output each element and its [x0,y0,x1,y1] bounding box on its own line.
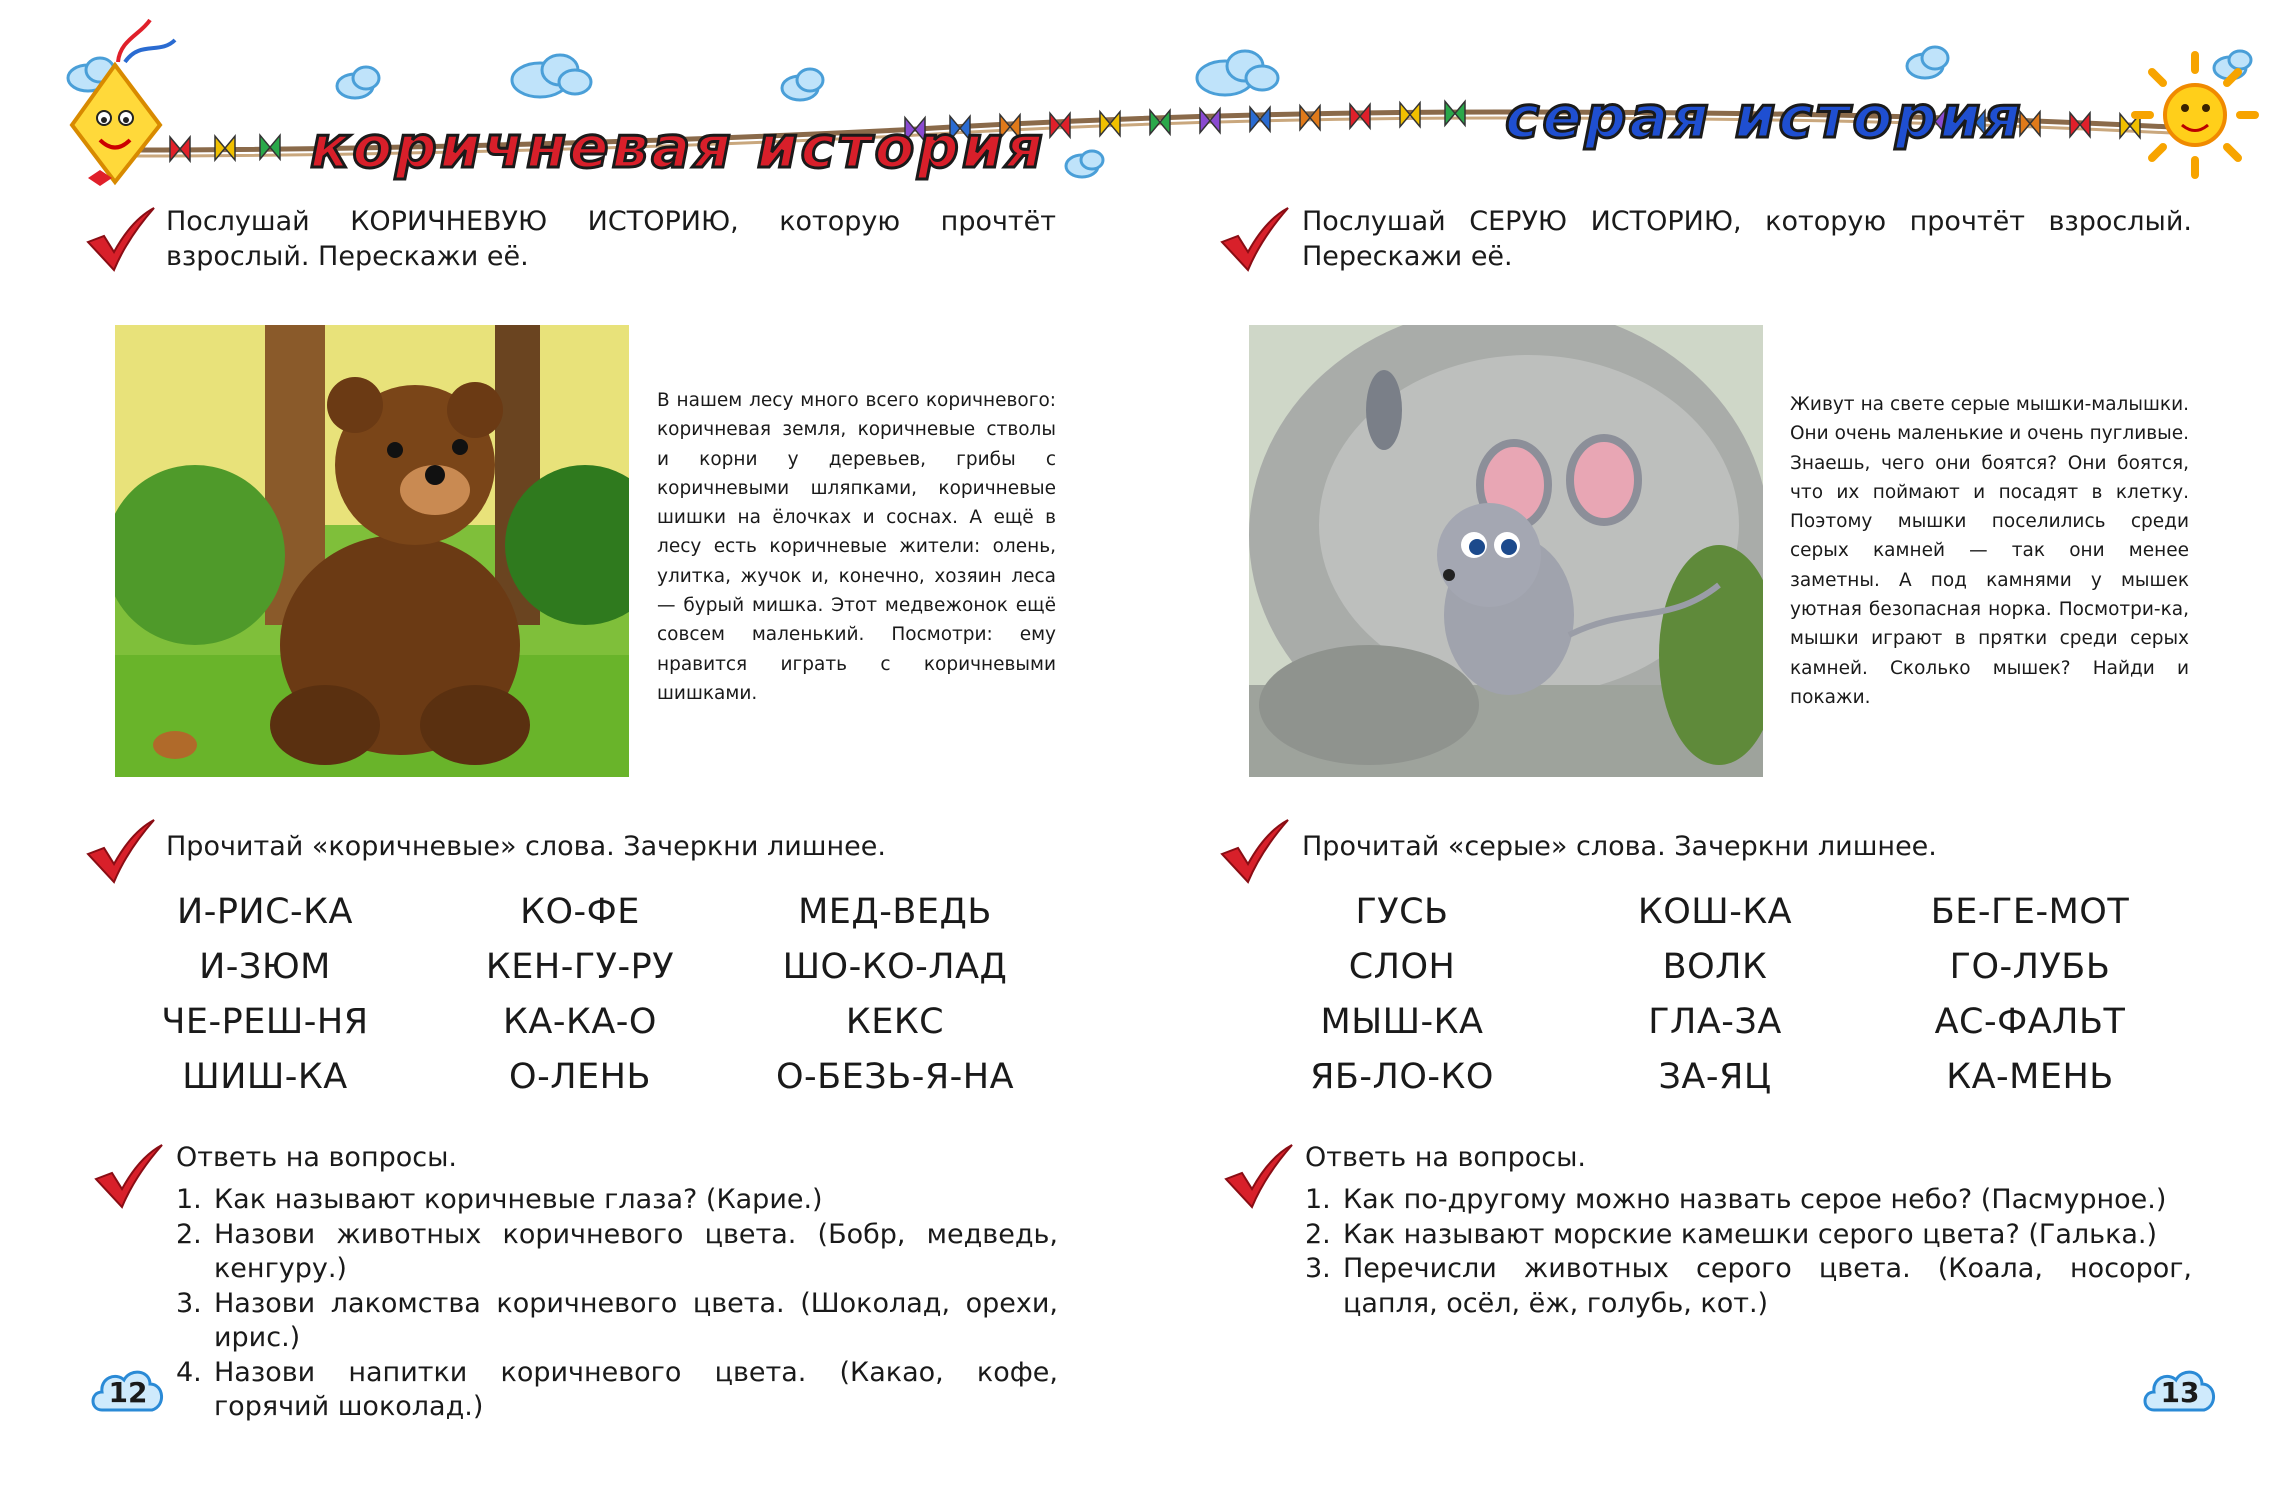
cloud-icon [1907,47,1948,78]
cloud-icon [337,67,379,98]
word: КЕКС [845,1002,945,1042]
word: И-РИС-КА [177,892,353,932]
bow-icon [1150,110,1170,134]
bow-icon [1350,104,1370,128]
list-item: 4. Назови напитки коричневого цвета. (Какао, кофе, горячий шоколад.) [176,1356,1058,1422]
word: СЛОН [1348,947,1456,987]
word: ЧЕ-РЕШ-НЯ [161,1002,369,1042]
left-words-column-2 [440,885,720,1105]
list-item: 1. Как называют коричневые глаза? (Карие.) [176,1184,823,1215]
word: КА-МЕНЬ [1946,1057,2114,1097]
bow-icon [1100,112,1120,136]
bow-icon [1200,109,1220,133]
word: МЕД-ВЕДЬ [798,892,992,932]
cloud-icon [1066,151,1103,177]
word: ШИШ-КА [182,1057,348,1097]
left-words-column-3 [755,885,1035,1105]
cloud-icon [1197,51,1278,95]
word: КА-КА-О [503,1002,657,1042]
word: АС-ФАЛЬТ [1934,1002,2126,1042]
bear-illustration [115,325,629,777]
page-number-right: 13 [2140,1362,2220,1424]
cloud-icon [512,55,591,97]
cloud-icon [782,69,823,100]
word: ГО-ЛУБЬ [1949,947,2111,987]
left-words-column-1 [125,885,405,1105]
page-number-left: 12 [88,1362,168,1424]
list-item: 3. Назови лакомства коричневого цвета. (Шоколад, орехи, ирис.) [176,1287,1058,1353]
right-story-text: Живут на свете серые мышки-малышки. Они очень маленькие и очень пугливые. Знаешь, чего они боятся? Они боятся, что их поймают и посадят в клетку. Поэтому мышки поселились среди серых камней — так они менее заметны. А под камнями у мышек уютная безопасная норка. Посмотри-ка, мышки играют в прятки среди серых камней. Сколько мышек? Найди и покажи. [1790,394,2189,708]
left-words-task: Прочитай «коричневые» слова. Зачеркни лишнее. [166,831,886,862]
word: ЯБ-ЛО-КО [1310,1057,1494,1097]
checkmark-icon [1218,818,1290,884]
right-words-column-2 [1575,885,1855,1105]
word: КО-ФЕ [520,892,640,932]
right-instruction: Послушай СЕРУЮ ИСТОРИЮ, которую прочтёт взрослый. Перескажи её. [1302,206,2192,272]
list-item: 2. Как называют морские камешки серого цвета? (Галька.) [1305,1218,2158,1250]
bow-icon [1400,103,1420,127]
bow-icon [1300,106,1320,130]
checkmark-icon [92,1143,164,1209]
sun-icon [2135,55,2255,175]
word: ШО-КО-ЛАД [782,947,1008,987]
checkmark-icon [1218,206,1290,272]
word: КОШ-КА [1637,892,1793,932]
word: И-ЗЮМ [199,947,331,987]
word: О-БЕЗЬ-Я-НА [775,1057,1015,1097]
bow-icon [2070,113,2090,137]
word: КЕН-ГУ-РУ [485,947,675,987]
right-words-task: Прочитай «серые» слова. Зачеркни лишнее. [1302,831,1937,862]
bow-icon [170,137,190,161]
bow-icon [1250,107,1270,131]
left-instruction: Послушай КОРИЧНЕВУЮ ИСТОРИЮ, которую прочтёт взрослый. Перескажи её. [166,206,1056,272]
kite-icon [72,20,175,186]
checkmark-icon [84,818,156,884]
word: БЕ-ГЕ-МОТ [1930,892,2130,932]
word: МЫШ-КА [1320,1002,1484,1042]
right-questions-task: Ответь на вопросы. [1305,1142,1586,1173]
word: ГЛА-ЗА [1648,1002,1782,1042]
bow-icon [1445,101,1465,125]
right-words-column-3 [1890,885,2170,1105]
left-questions-task: Ответь на вопросы. [176,1142,457,1173]
right-words-column-1 [1262,885,1542,1105]
word: ГУСЬ [1355,892,1449,932]
checkmark-icon [1222,1143,1294,1209]
left-questions-list [176,1183,1058,1425]
word: ЗА-ЯЦ [1658,1057,1772,1097]
left-page-title: коричневая история [310,113,1046,181]
list-item: 3. Перечисли животных серого цвета. (Коала, носорог, цапля, осёл, ёж, голубь, кот.) [1305,1253,2192,1319]
right-questions-list [1305,1183,2192,1321]
right-page-title: серая история [1505,83,2024,151]
mouse-illustration [1249,325,1763,777]
word: ВОЛК [1662,947,1768,987]
word: О-ЛЕНЬ [509,1057,651,1097]
list-item: 1. Как по-другому можно назвать серое небо? (Пасмурное.) [1305,1184,2167,1215]
bow-icon [1050,113,1070,137]
checkmark-icon [84,206,156,272]
left-story-text: В нашем лесу много всего коричневого: коричневая земля, коричневые стволы и корни у деревьев, грибы с коричневыми шляпками, коричневые шишки на ёлочках и соснах. А ещё в лесу есть коричневые жители: олень, улитка, жучок и, конечно, хозяин леса — бурый мишка. Этот медвежонок ещё совсем маленький. Посмотри: ему нравится играть с коричневыми шишками. [657,390,1056,704]
list-item: 2. Назови животных коричневого цвета. (Бобр, медведь, кенгуру.) [176,1218,1058,1284]
